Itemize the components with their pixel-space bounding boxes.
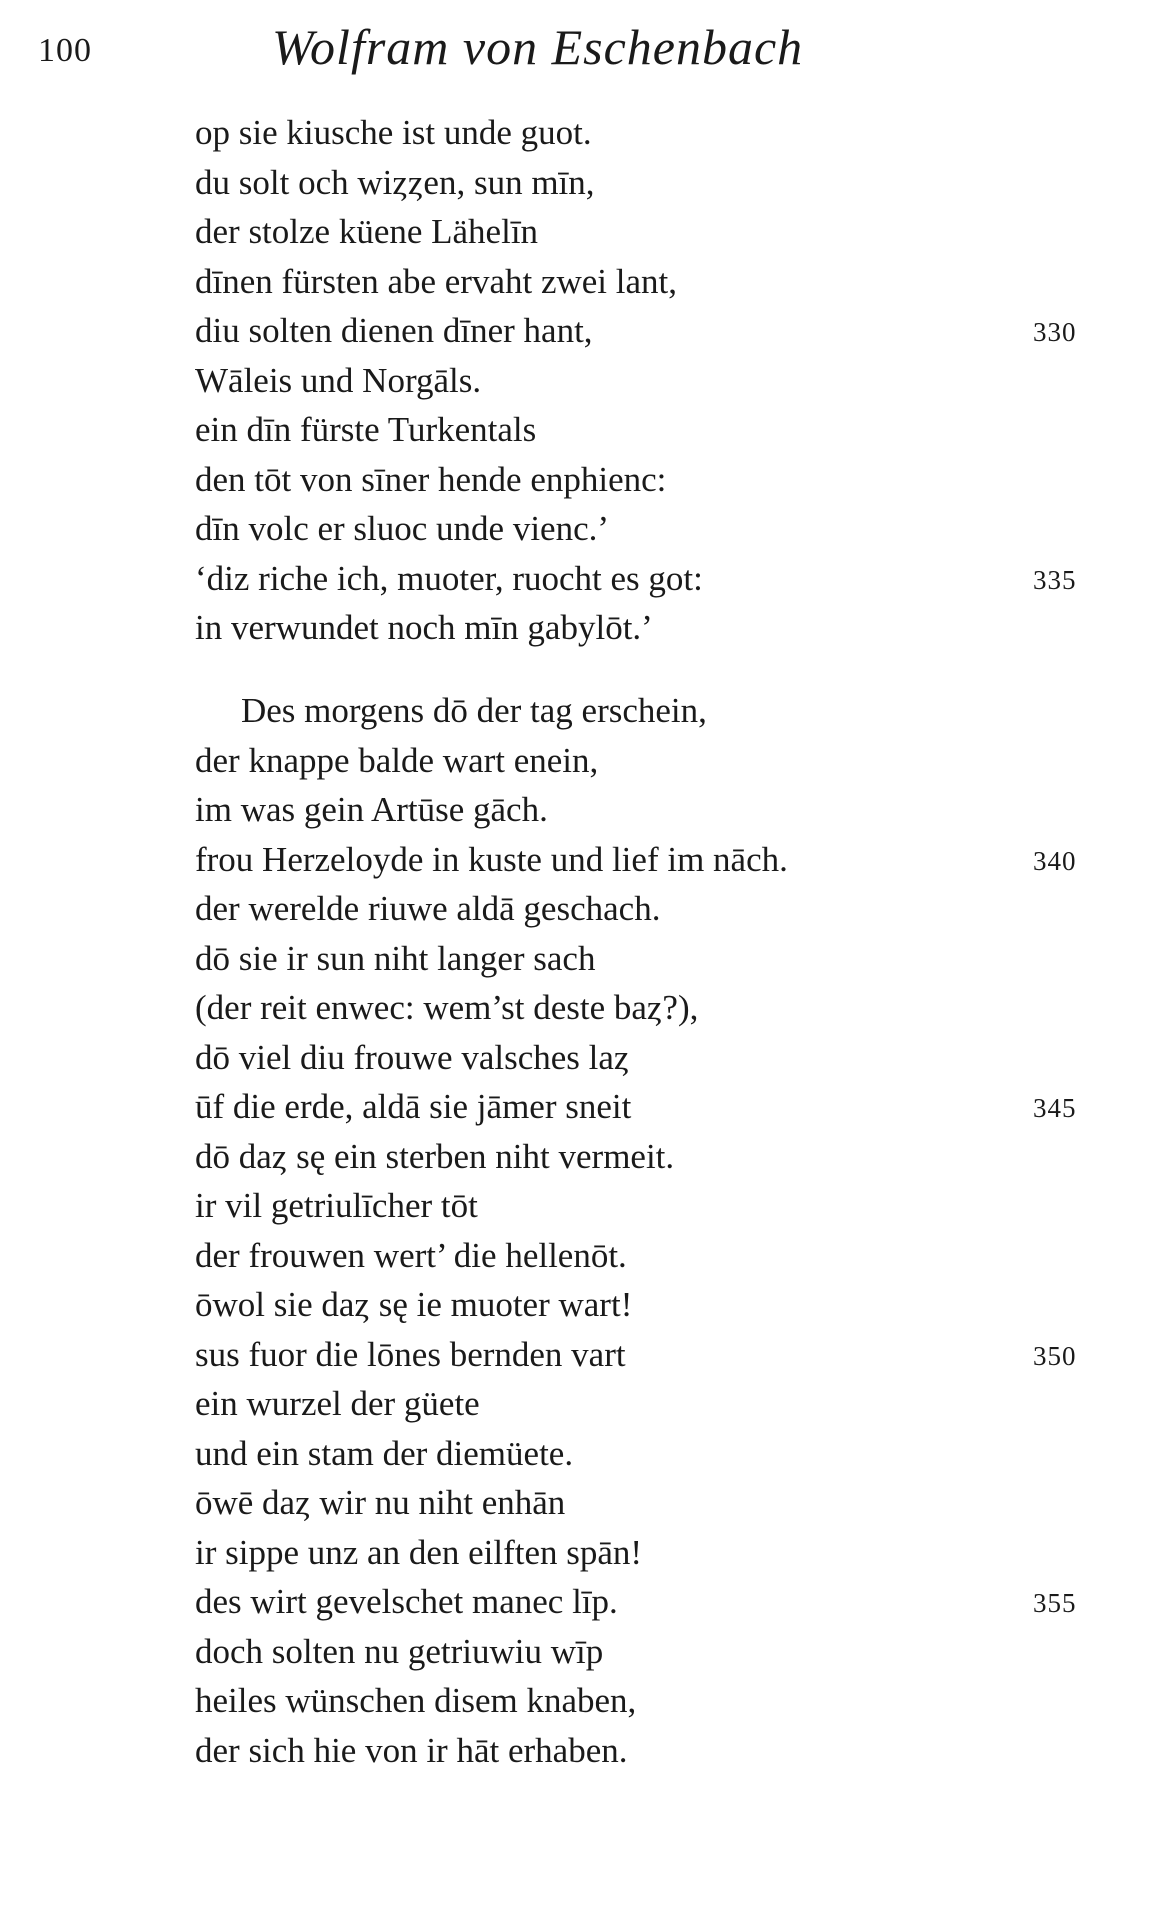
- verse-line: [195, 983, 1095, 1033]
- verse-line: [195, 934, 1095, 984]
- verse-text: dō daȥ sę ein sterben niht vermeit.: [195, 1136, 675, 1176]
- page-number: 100: [38, 32, 92, 69]
- verse-line: [195, 1181, 1095, 1231]
- stanza-2: [195, 686, 1095, 1775]
- running-title: Wolfram von Eschenbach: [272, 19, 804, 75]
- verse-line: [195, 1627, 1095, 1677]
- line-number: 345: [1033, 1093, 1077, 1123]
- verse-text: im was gein Artūse gāch.: [195, 790, 548, 829]
- verse-line: [195, 1082, 1095, 1132]
- verse-line: [195, 257, 1095, 307]
- verse-text: ir sippe unz an den eilften spān!: [195, 1532, 643, 1572]
- verse-text: ōwol sie daȥ sę ie muoter wart!: [195, 1285, 633, 1324]
- verse-text: (der reit enwec: wem’st deste baȥ?),: [195, 988, 699, 1027]
- verse-line: [195, 1726, 1095, 1776]
- verse-text: den tōt von sīner hende enphienc:: [195, 459, 667, 499]
- running-head: [0, 18, 1156, 78]
- verse-text: du solt och wiȥȥen, sun mīn,: [195, 162, 595, 202]
- verse-text: dīn volc er sluoc unde vienc.’: [195, 509, 610, 548]
- verse-text: dō sie ir sun niht langer sach: [195, 938, 596, 978]
- verse-text: doch solten nu getriuwiu wīp: [195, 1631, 604, 1671]
- verse-line: [195, 603, 1095, 653]
- verse-line: [195, 1676, 1095, 1726]
- verse-line: [195, 356, 1095, 406]
- verse-text: ein wurzel der güete: [195, 1384, 480, 1423]
- verse-line: [195, 108, 1095, 158]
- verse-text: ein dīn fürste Turkentals: [195, 410, 537, 449]
- verse-line: [195, 405, 1095, 455]
- line-number: 350: [1033, 1340, 1077, 1371]
- verse-text: ūf die erde, aldā sie jāmer sneit: [195, 1087, 632, 1126]
- line-number: 335: [1033, 564, 1077, 595]
- verse-text: ‘diz riche ich, muoter, ruocht es got:: [195, 558, 703, 598]
- verse-text: der knappe balde wart enein,: [195, 740, 599, 780]
- verse-text: der werelde riuwe aldā geschach.: [195, 889, 661, 928]
- verse-text: sus fuor die lōnes bernden vart: [195, 1334, 626, 1374]
- verse-text: der sich hie von ir hāt erhaben.: [195, 1730, 628, 1770]
- verse-line: [195, 1330, 1095, 1380]
- verse-text: frou Herzeloyde in kuste und lief im nāch.: [195, 839, 788, 879]
- line-number: 340: [1033, 845, 1077, 876]
- verse-line: [195, 306, 1095, 356]
- verse-line: [195, 1379, 1095, 1429]
- verse-text: und ein stam der diemüete.: [195, 1433, 574, 1473]
- verse-text: des wirt gevelschet manec līp.: [195, 1582, 618, 1621]
- verse-line: [195, 785, 1095, 835]
- verse-text: in verwundet noch mīn gabylōt.’: [195, 608, 653, 647]
- verse-line: [195, 455, 1095, 505]
- verse-line: [195, 1577, 1095, 1627]
- verse-line: [195, 1033, 1095, 1083]
- verse-line: [195, 884, 1095, 934]
- verse-line: [195, 1528, 1095, 1578]
- verse-line: [195, 207, 1095, 257]
- verse-text: ir vil getriulīcher tōt: [195, 1186, 478, 1225]
- verse-line: [195, 686, 1095, 736]
- verse-text: der frouwen wert’ die hellenōt.: [195, 1235, 627, 1275]
- verse-line: [195, 1280, 1095, 1330]
- verse-text: der stolze küene Lähelīn: [195, 212, 539, 251]
- verse-text: ōwē daȥ wir nu niht enhān: [195, 1483, 566, 1522]
- verse-line: [195, 1132, 1095, 1182]
- verse-text: dīnen fürsten abe ervaht zwei lant,: [195, 261, 678, 301]
- verse-line: [195, 835, 1095, 885]
- verse-text: Des morgens dō der tag erschein,: [241, 691, 707, 730]
- verse-line: [195, 736, 1095, 786]
- line-number: 355: [1033, 1588, 1077, 1618]
- verse-text: Wāleis und Norgāls.: [195, 360, 482, 400]
- verse-line: [195, 158, 1095, 208]
- verse-line: [195, 1231, 1095, 1281]
- verse-text: op sie kiusche ist unde guot.: [195, 113, 592, 152]
- stanza-1: [195, 108, 1095, 653]
- verse-text: dō viel diu frouwe valsches laȥ: [195, 1037, 630, 1077]
- verse-line: [195, 504, 1095, 554]
- line-number: 330: [1033, 317, 1077, 347]
- verse-text: heiles wünschen disem knaben,: [195, 1681, 637, 1720]
- verse-line: [195, 554, 1095, 604]
- verse-line: [195, 1429, 1095, 1479]
- verse-line: [195, 1478, 1095, 1528]
- verse-text: diu solten dienen dīner hant,: [195, 311, 593, 350]
